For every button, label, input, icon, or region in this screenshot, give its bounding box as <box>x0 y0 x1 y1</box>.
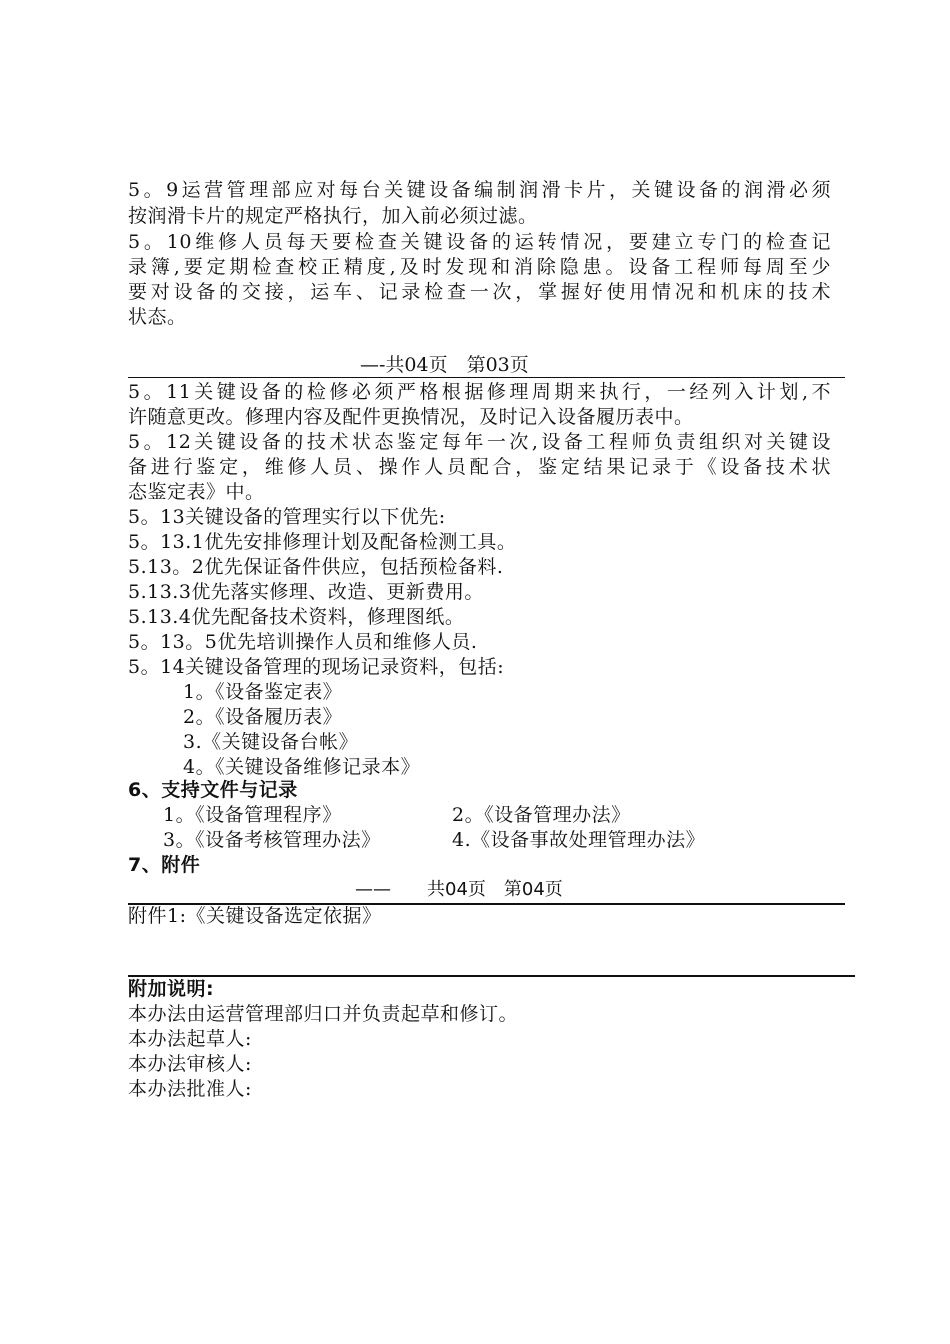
paragraph-line: 录簿,要定期检查校正精度,及时发现和消除隐患。设备工程师每周至少 <box>128 256 831 278</box>
section-heading: 7、附件 <box>128 854 201 876</box>
paragraph-line: 5。14关键设备管理的现场记录资料，包括: <box>128 656 505 678</box>
list-item: 3。《设备考核管理办法》 <box>163 829 381 851</box>
section-heading: 6、支持文件与记录 <box>128 779 298 801</box>
notes-heading: 附加说明: <box>128 978 215 1000</box>
list-item: 4.《设备事故处理管理办法》 <box>452 829 706 851</box>
paragraph-line: 按润滑卡片的规定严格执行，加入前必须过滤。 <box>128 205 538 227</box>
page-footer: —-共04页 第03页 <box>360 354 529 376</box>
notes-divider <box>128 975 855 977</box>
list-item: 2。《设备管理办法》 <box>452 804 631 826</box>
paragraph-line: 5。11关键设备的检修必须严格根据修理周期来执行，一经列入计划,不 <box>128 381 831 403</box>
paragraph-line: 5.13。2优先保证备件供应，包括预检备料. <box>128 556 504 578</box>
attachment-line: 附件1:《关键设备选定依据》 <box>128 905 382 927</box>
list-item: 4。《关键设备维修记录本》 <box>183 756 421 778</box>
notes-line: 本办法起草人: <box>128 1028 252 1050</box>
paragraph-line: 5。13.1优先安排修理计划及配备检测工具。 <box>128 531 517 553</box>
paragraph-line: 许随意更改。修理内容及配件更换情况，及时记入设备履历表中。 <box>128 406 694 428</box>
paragraph-line: 5。10维修人员每天要检查关键设备的运转情况，要建立专门的检查记 <box>128 231 831 253</box>
paragraph-line: 5.13.3优先落实修理、改造、更新费用。 <box>128 581 484 603</box>
paragraph-line: 5。13。5优先培训操作人员和维修人员. <box>128 631 478 653</box>
notes-line: 本办法批准人: <box>128 1078 252 1100</box>
paragraph-line: 5.13.4优先配备技术资料，修理图纸。 <box>128 606 465 628</box>
paragraph-line: 状态。 <box>128 306 187 328</box>
notes-line: 本办法由运营管理部归口并负责起草和修订。 <box>128 1003 519 1025</box>
paragraph-line: 备进行鉴定，维修人员、操作人员配合，鉴定结果记录于《设备技术状 <box>128 456 831 478</box>
paragraph-line: 5。9运营管理部应对每台关键设备编制润滑卡片，关键设备的润滑必须 <box>128 179 831 201</box>
page-footer: —— 共04页 第04页 <box>355 879 563 900</box>
paragraph-line: 要对设备的交接，运车、记录检查一次，掌握好使用情况和机床的技术 <box>128 281 831 303</box>
paragraph-line: 态鉴定表》中。 <box>128 481 265 503</box>
list-item: 2。《设备履历表》 <box>183 706 343 728</box>
list-item: 3.《关键设备台帐》 <box>183 731 359 753</box>
paragraph-line: 5。12关键设备的技术状态鉴定每年一次,设备工程师负责组织对关键设 <box>128 431 831 453</box>
list-item: 1。《设备鉴定表》 <box>183 681 343 703</box>
paragraph-line: 5。13关键设备的管理实行以下优先: <box>128 506 446 528</box>
list-item: 1。《设备管理程序》 <box>163 804 342 826</box>
notes-line: 本办法审核人: <box>128 1053 252 1075</box>
footer-divider <box>128 377 845 378</box>
